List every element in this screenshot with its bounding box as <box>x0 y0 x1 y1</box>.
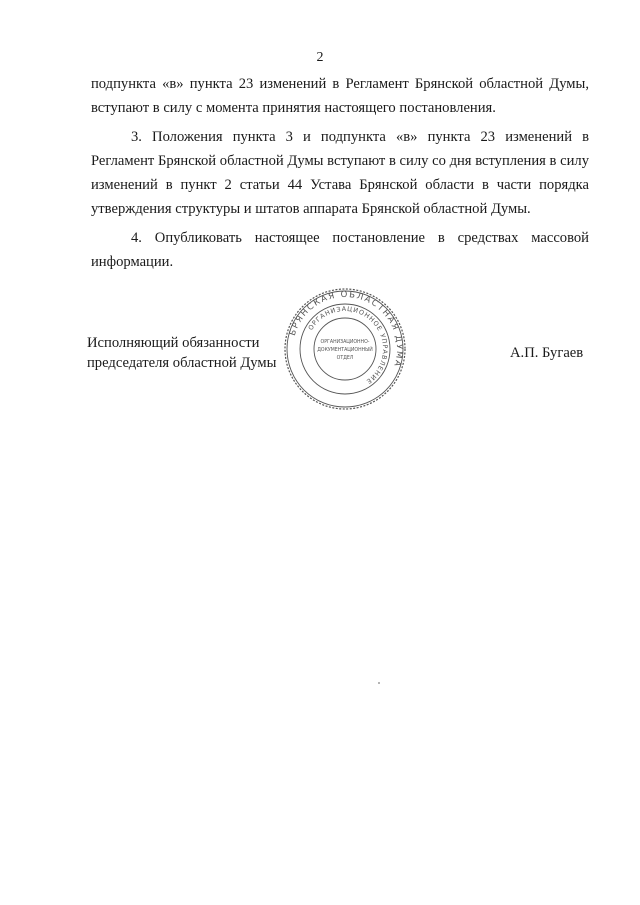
signatory-title <box>87 333 276 373</box>
stamp-inner-ring-text: ОРГАНИЗАЦИОННОЕ УПРАВЛЕНИЕ <box>306 304 390 386</box>
scan-speck <box>378 682 380 684</box>
paragraph-item-3: 3. Положения пункта 3 и подпункта «в» пункта 23 изменений в Регламент Брянской областной Думы вступают в силу со дня вступления в силу изменений в пункт 2 статьи 44 Устава Брянской области в части порядка утверждения структуры и штатов аппарата Брянской областной Думы. <box>91 128 589 218</box>
paragraph-continuation: подпункта «в» пункта 23 изменений в Регламент Брянской областной Думы, вступают в силу с момента принятия настоящего постановления. <box>91 76 589 117</box>
stamp-center-line-3: ОТДЕЛ <box>336 355 354 361</box>
stamp-outer-text: БРЯНСКАЯ ОБЛАСТНАЯ ДУМА <box>287 289 405 369</box>
paragraph-item-4: 4. Опубликовать настоящее постановление в средствах массовой информации. <box>91 229 589 270</box>
signatory-title-line-1: Исполняющий обязанности <box>87 335 260 351</box>
page-number: 2 <box>316 50 324 65</box>
stamp-center-line-2: ДОКУМЕНТАЦИОННЫЙ <box>317 347 373 353</box>
stamp-center-line-1: ОРГАНИЗАЦИОННО- <box>320 339 370 345</box>
official-stamp <box>283 287 407 411</box>
body-text <box>91 72 589 274</box>
signatory-title-line-2: председателя областной Думы <box>87 355 277 371</box>
signatory-name: А.П. Бугаев <box>510 345 584 361</box>
